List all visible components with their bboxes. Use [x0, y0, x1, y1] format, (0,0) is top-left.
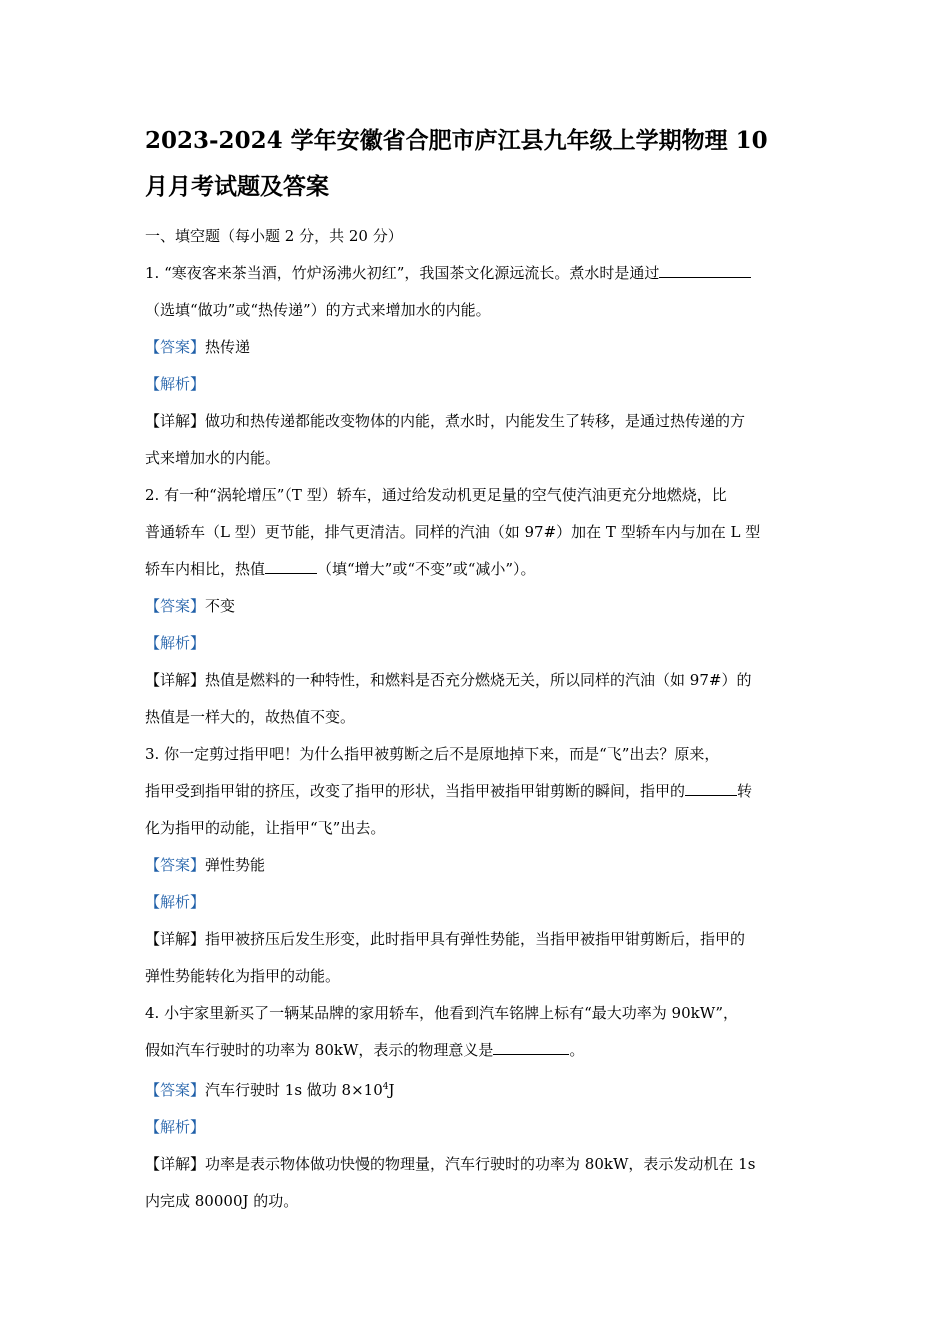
question-2-text-line1: 2. 有一种“涡轮增压”（T 型）轿车，通过给发动机更足量的空气使汽油更充分地燃烧，比 — [145, 486, 727, 504]
answer-blank — [659, 263, 751, 278]
question-3-text-line3: 化为指甲的动能，让指甲“飞”出去。 — [145, 819, 386, 837]
answer-label: 【答案】 — [145, 597, 206, 615]
detail-1 — [145, 403, 813, 440]
answer-label: 【答案】 — [145, 338, 206, 356]
question-4-text-line2a: 假如汽车行驶时的功率为 80kW，表示的物理意义是 — [145, 1041, 494, 1059]
question-3-text-line1: 3. 你一定剪过指甲吧！为什么指甲被剪断之后不是原地掉下来，而是“飞”出去？原来， — [145, 745, 720, 763]
answer-3-text: 弹性势能 — [205, 856, 266, 874]
answer-4-exponent: 4 — [382, 1082, 389, 1092]
detail-3 — [145, 921, 813, 958]
answer-4-unit: J — [388, 1081, 395, 1099]
detail-label: 【详解】 — [145, 1155, 206, 1173]
question-4-text-line1: 4. 小宇家里新买了一辆某品牌的家用轿车，他看到汽车铭牌上标有“最大功率为 90kW”， — [145, 1004, 739, 1022]
detail-4-line2: 内完成 80000J 的功。 — [145, 1192, 299, 1210]
question-1 — [145, 255, 813, 292]
detail-2 — [145, 662, 813, 699]
analysis-4 — [145, 1109, 813, 1146]
detail-1-line1: 做功和热传递都能改变物体的内能，煮水时，内能发生了转移，是通过热传递的方 — [205, 412, 746, 430]
detail-3-line1: 指甲被挤压后发生形变，此时指甲具有弹性势能，当指甲被指甲钳剪断后，指甲的 — [205, 930, 746, 948]
answer-4-text: 汽车行驶时 1s 做功 8×10 — [205, 1081, 383, 1099]
question-3-text-line2b: 转 — [737, 782, 753, 800]
question-3-text-line2a: 指甲受到指甲钳的挤压，改变了指甲的形状，当指甲被指甲钳剪断的瞬间，指甲的 — [145, 782, 686, 800]
answer-3 — [145, 847, 813, 884]
analysis-3 — [145, 884, 813, 921]
detail-2-line1: 热值是燃料的一种特性，和燃料是否充分燃烧无关，所以同样的汽油（如 97#）的 — [205, 671, 752, 689]
title-line-2: 月月考试题及答案 — [145, 173, 329, 200]
detail-4 — [145, 1146, 813, 1183]
title-line-1: 2023-2024 学年安徽省合肥市庐江县九年级上学期物理 10 — [145, 127, 768, 154]
analysis-label: 【解析】 — [145, 634, 206, 652]
detail-3-line2: 弹性势能转化为指甲的动能。 — [145, 967, 341, 985]
detail-2-line2: 热值是一样大的，故热值不变。 — [145, 708, 356, 726]
detail-1-line2: 式来增加水的内能。 — [145, 449, 281, 467]
question-2-text-line2: 普通轿车（L 型）更节能，排气更清洁。同样的汽油（如 97#）加在 T 型轿车内与加在 L 型 — [145, 523, 761, 541]
question-4-text-line2b: 。 — [569, 1041, 585, 1059]
answer-1-text: 热传递 — [205, 338, 251, 356]
answer-blank — [493, 1040, 569, 1055]
question-2-line3 — [145, 551, 813, 588]
question-3-line2 — [145, 773, 813, 810]
analysis-2 — [145, 625, 813, 662]
detail-label: 【详解】 — [145, 412, 206, 430]
detail-4-line1: 功率是表示物体做功快慢的物理量，汽车行驶时的功率为 80kW，表示发动机在 1s — [205, 1155, 756, 1173]
question-2-text-line3b: （填“增大”或“不变”或“减小”）。 — [317, 560, 536, 578]
answer-blank — [685, 781, 737, 796]
document-page — [145, 118, 813, 1220]
detail-label: 【详解】 — [145, 930, 206, 948]
analysis-label: 【解析】 — [145, 375, 206, 393]
analysis-label: 【解析】 — [145, 893, 206, 911]
question-1-text-line1: 1. “寒夜客来茶当酒，竹炉汤沸火初红”，我国茶文化源远流长。煮水时是通过 — [145, 264, 660, 282]
question-1-text-line2: （选填“做功”或“热传递”）的方式来增加水的内能。 — [145, 301, 491, 319]
document-title — [145, 118, 813, 210]
answer-blank — [265, 559, 317, 574]
answer-label: 【答案】 — [145, 1081, 206, 1099]
answer-2 — [145, 588, 813, 625]
analysis-1 — [145, 366, 813, 403]
question-2-text-line3a: 轿车内相比，热值 — [145, 560, 266, 578]
analysis-label: 【解析】 — [145, 1118, 206, 1136]
answer-2-text: 不变 — [205, 597, 236, 615]
detail-label: 【详解】 — [145, 671, 206, 689]
answer-label: 【答案】 — [145, 856, 206, 874]
answer-4 — [145, 1069, 813, 1109]
question-4-line2 — [145, 1032, 813, 1069]
answer-1 — [145, 329, 813, 366]
section-heading: 一、填空题（每小题 2 分，共 20 分） — [145, 227, 403, 245]
